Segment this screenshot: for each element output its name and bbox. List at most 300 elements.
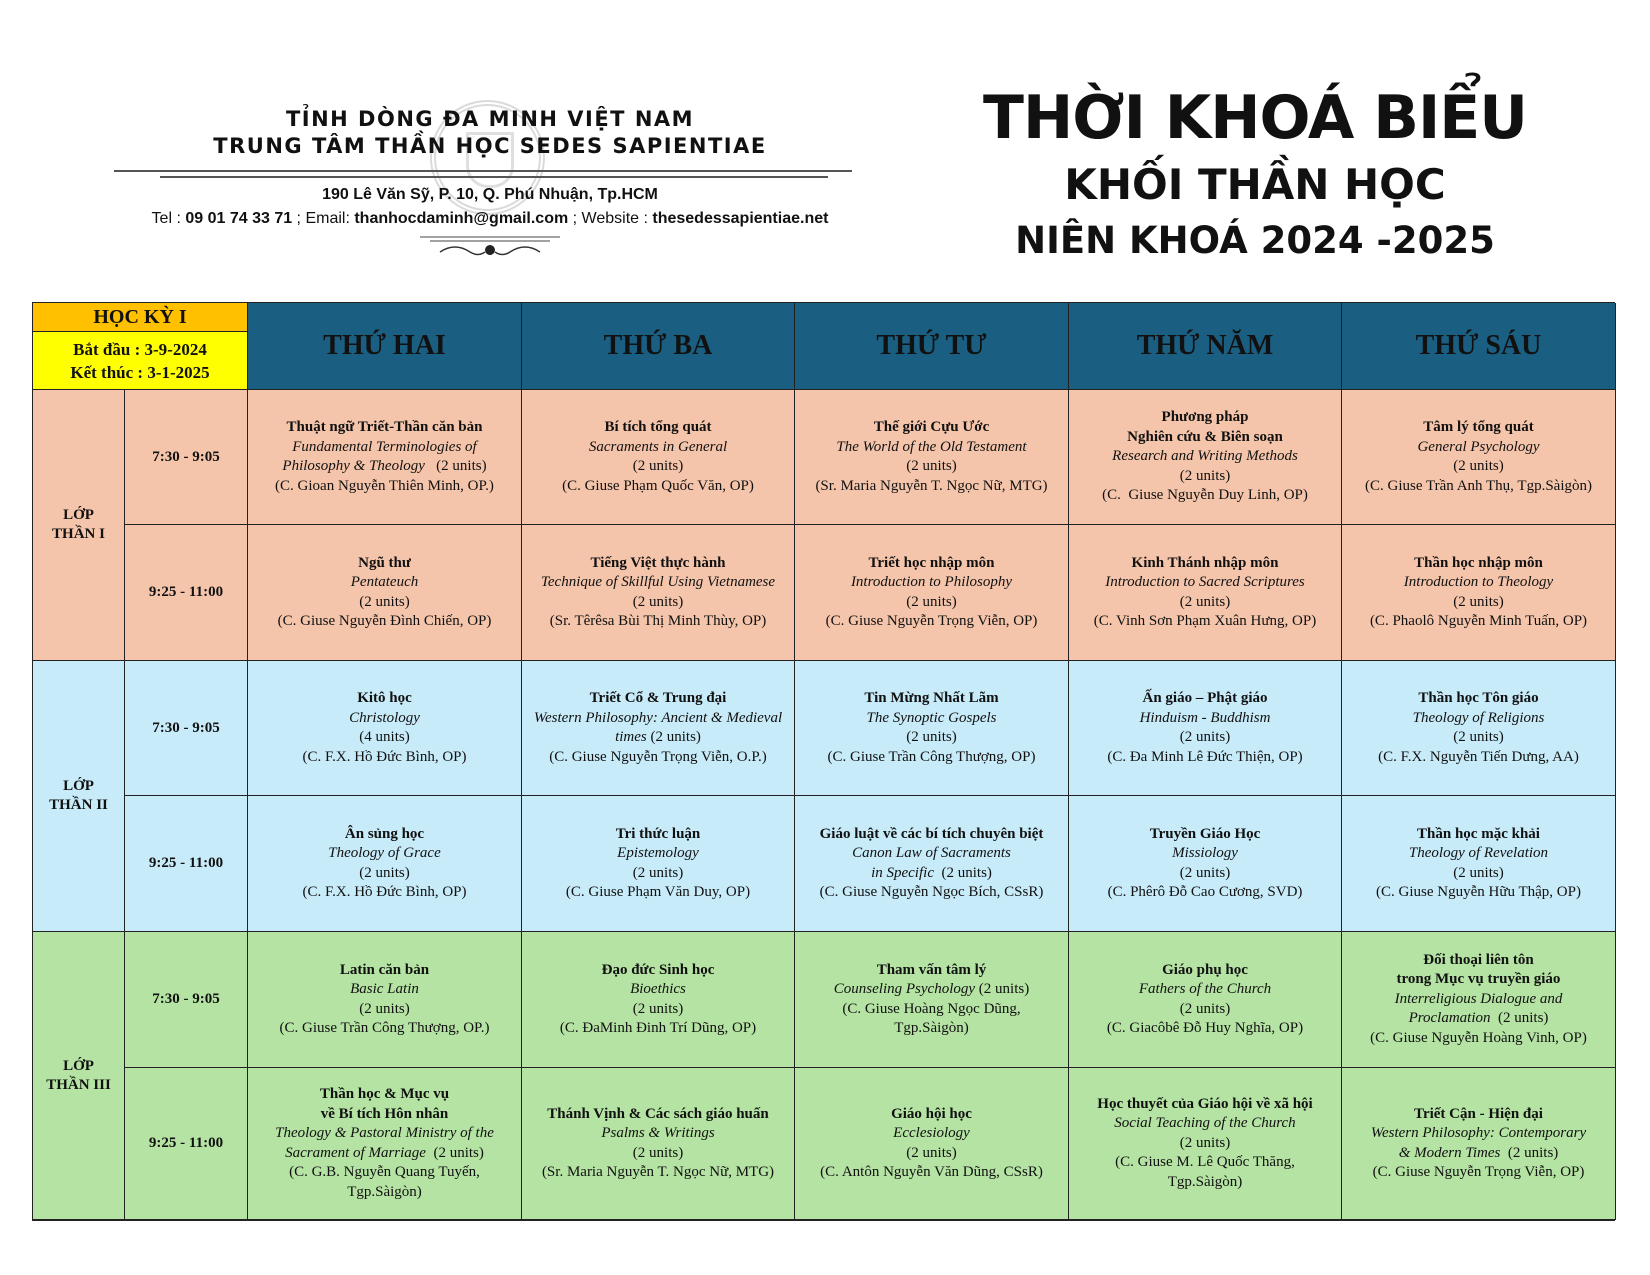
email-label: ; Email: [292,210,355,227]
course-cell [1069,661,1342,796]
course-line [1162,408,1249,428]
course-english-title: Sacrament of Marriage [285,1144,426,1161]
course-cell [1069,932,1342,1068]
course-line [1112,447,1298,467]
course-line [1370,612,1587,632]
course-detail: (C. Giuse Nguyễn Hữu Thập, OP) [1376,884,1581,900]
course-line [351,573,418,593]
course-cell [522,390,795,525]
course-line [345,825,424,845]
day-header: THỨ BA [522,303,795,390]
course-line [1105,573,1305,593]
course-line [820,883,1044,903]
course-line [617,844,699,864]
course-cell [248,796,522,932]
academic-year: NIÊN KHOÁ 2024 -2025 [1015,219,1495,262]
course-detail: (C. Antôn Nguyễn Văn Dũng, CSsR) [820,1164,1043,1180]
course-line [289,1163,480,1183]
course-line [1094,612,1316,632]
course-line [1180,864,1230,884]
course-english-title: in Specific [871,864,934,881]
course-detail: (C. Giuse Nguyễn Ngọc Bích, CSsR) [819,884,1044,900]
course-line [852,844,1011,864]
course-detail: (C. Giuse Nguyễn Duy Linh, OP) [1102,487,1308,504]
course-english-title: Theology of Grace [328,845,441,861]
org-name-line1: TỈNH DÒNG ĐA MINH VIỆT NAM [285,107,695,131]
course-line [280,1019,490,1039]
course-line [1423,951,1533,971]
course-line [359,728,409,748]
course-line [869,554,995,574]
course-detail: (2 units) [632,1144,684,1161]
course-detail: (2 units) [424,458,487,474]
course-line [1453,728,1503,748]
course-title: Triết Cận - Hiện đại [1414,1105,1543,1122]
course-line [842,1000,1020,1020]
course-line [1417,438,1539,458]
course-line [287,418,483,438]
course-english-title: Theology of Revelation [1408,845,1549,861]
course-english-title: Philosophy & Theology [282,458,425,474]
course-cell [1342,390,1616,525]
page-subtitle: KHỐI THẦN HỌC [1064,160,1446,209]
course-line [906,728,956,748]
course-line [1423,418,1533,438]
course-line [874,418,989,438]
course-detail: (2 units) [1179,729,1231,745]
course-line [601,1124,714,1144]
course-detail: (2 units) [1179,1000,1231,1017]
course-title: Ngũ thư [358,554,411,571]
course-cell [248,932,522,1068]
tel-label: Tel : [151,210,186,227]
course-english-title: Counseling Psychology [833,981,976,997]
course-line [321,1105,449,1125]
course-english-title: Psalms & Writings [601,1125,715,1141]
time-slot: 7:30 - 9:05 [125,390,248,525]
course-line [1139,980,1271,1000]
course-line [1180,728,1230,748]
course-english-title: Hinduism - Buddhism [1139,709,1271,726]
course-line [1414,554,1543,574]
course-line [877,961,987,981]
contact-line [100,210,880,228]
course-detail: (2 units) [1453,864,1504,881]
course-line [633,1000,683,1020]
course-title: Tin Mừng Nhất Lãm [864,690,999,706]
course-line [350,980,419,1000]
class-label: LỚP THẦN I [33,390,125,661]
course-detail: (C. Giuse Phạm Quốc Văn, OP) [562,477,754,494]
course-english-title: Introduction to Sacred Scriptures [1105,574,1305,590]
course-title: Thần học nhập môn [1414,554,1543,571]
course-line [1373,1163,1585,1183]
course-english-title: Introduction to Philosophy [850,574,1013,590]
course-line [1413,709,1545,729]
course-detail: (C. F.X. Hồ Đức Bình, OP) [302,884,467,900]
course-detail: (C. Vinh Sơn Phạm Xuân Hưng, OP) [1093,613,1317,629]
course-line [1365,477,1592,497]
course-line [820,1163,1043,1183]
course-detail: Tgp.Sàigòn) [1167,1173,1243,1190]
course-title: Latin căn bản [339,961,430,978]
course-detail: (2 units) [359,864,410,881]
course-line [828,748,1036,768]
title-block [930,80,1580,268]
course-detail: (2 units) [632,458,684,474]
course-cell [248,390,522,525]
course-line [1140,709,1271,729]
course-title: Giáo luật về các bí tích chuyên biệt [819,825,1044,842]
course-english-title: Sacraments in General [588,438,728,455]
course-detail: (2 units) [646,729,701,745]
course-line [541,573,775,593]
course-line [906,593,956,613]
course-line [302,748,466,768]
course-line [347,1183,422,1203]
time-slot: 7:30 - 9:05 [125,932,248,1068]
course-detail: (4 units) [359,729,410,745]
course-english-title: Christology [349,709,420,726]
course-cell [522,796,795,932]
course-detail: (C. Giuse Hoàng Ngọc Dũng, [842,1000,1021,1017]
course-cell [1342,1068,1616,1220]
course-line [359,864,409,884]
course-english-title: Ecclesiology [893,1125,970,1141]
letterhead [100,100,880,270]
course-english-title: Theology of Religions [1412,709,1545,726]
course-title: Giáo hội học [891,1105,972,1122]
course-line [566,883,750,903]
course-line [292,438,476,458]
course-line [906,457,956,477]
course-detail: (C. F.X. Hồ Đức Bình, OP) [302,748,467,765]
course-detail: (2 units) [1453,593,1504,610]
course-english-title: times [615,729,647,745]
course-line [1114,1114,1295,1134]
course-detail: (2 units) [1500,1144,1559,1161]
course-line [630,980,686,1000]
course-line [1378,748,1579,768]
course-line [602,961,715,981]
course-detail: (C. Giuse Phạm Văn Duy, OP) [565,884,751,900]
course-detail: (2 units) [425,1144,484,1161]
course-detail: (C. Giuse Nguyễn Trọng Viễn, OP) [1372,1164,1585,1180]
course-line [534,709,782,729]
course-line [1395,990,1563,1010]
course-cell [1069,525,1342,661]
course-line [1180,467,1230,487]
course-english-title: Social Teaching of the Church [1114,1115,1296,1132]
course-detail: (2 units) [632,864,684,881]
class-label: LỚP THẦN II [33,661,125,932]
course-line [1107,1019,1303,1039]
end-date: Kết thúc : 3-1-2025 [70,362,210,382]
day-header: THỨ SÁU [1342,303,1616,390]
website[interactable]: thesedessapientiae.net [652,210,829,227]
course-title: Tâm lý tổng quát [1423,419,1534,435]
course-line [560,1019,756,1039]
course-line [542,1163,774,1183]
course-detail: (C. F.X. Nguyễn Tiến Dưng, AA) [1378,748,1579,765]
course-line [1102,486,1308,506]
course-cell [248,661,522,796]
class-label: LỚP THẦN III [33,932,125,1220]
course-line [826,612,1038,632]
course-title: Tri thức luận [615,825,701,842]
course-detail: (C. Giacôbê Đỗ Huy Nghĩa, OP) [1106,1020,1304,1036]
course-title: Học thuyết của Giáo hội về xã hội [1097,1095,1313,1112]
course-cell [522,1068,795,1220]
course-line [1108,883,1303,903]
course-title: Kinh Thánh nhập môn [1131,554,1279,571]
course-english-title: Theology & Pastoral Ministry of the [275,1125,494,1141]
tel: 09 01 74 33 71 [185,210,293,227]
course-english-title: The World of the Old Testament [836,438,1027,455]
course-title: Đối thoại liên tôn [1423,951,1534,968]
course-detail: (2 units) [906,593,957,610]
course-line [893,1124,970,1144]
course-line [549,748,767,768]
course-line [1453,864,1503,884]
course-detail: (C. Giuse Nguyễn Trọng Viễn, OP) [825,613,1038,629]
course-line [871,864,992,884]
course-detail: (2 units) [359,1000,410,1017]
course-english-title: Interreligious Dialogue and [1394,990,1563,1007]
course-cell [248,525,522,661]
course-detail: (2 units) [933,864,992,881]
course-line [1150,825,1261,845]
course-title: Thần học mặc khải [1417,825,1540,842]
course-line [1168,1173,1243,1193]
course-detail: Tgp.Sàigòn) [894,1020,969,1036]
course-detail: (C. Phaolô Nguyễn Minh Tuấn, OP) [1369,613,1588,629]
time-slot: 9:25 - 11:00 [125,796,248,932]
course-line [1370,1029,1587,1049]
course-detail: (C. Giuse Trần Công Thượng, OP) [827,748,1036,765]
course-line [1180,593,1230,613]
course-detail: Tgp.Sàigòn) [347,1183,422,1200]
course-line [615,728,701,748]
time-slot: 7:30 - 9:05 [125,661,248,796]
course-line [1417,825,1540,845]
course-title: Tiếng Việt thực hành [590,554,726,571]
course-english-title: Bioethics [630,981,686,997]
divider [114,170,852,172]
course-line [1097,1095,1312,1115]
course-line [1409,844,1548,864]
course-cell [1069,390,1342,525]
course-line [340,961,429,981]
course-title: Thánh Vịnh & Các sách giáo huấn [547,1105,769,1122]
course-cell [1342,796,1616,932]
course-title: Nghiên cứu & Biên soạn [1127,428,1283,445]
course-line [1404,573,1553,593]
course-line [349,709,420,729]
divider [160,176,828,178]
course-cell [795,661,1069,796]
start-date: Bắt đầu : 3-9-2024 [73,339,207,359]
course-line [616,825,701,845]
semester-dates [33,332,248,390]
course-detail: (2 units) [1179,1134,1231,1151]
course-detail: (C. G.B. Nguyễn Quang Tuyến, [289,1164,480,1180]
course-line [328,844,440,864]
course-cell [795,1068,1069,1220]
course-title: Giáo phụ học [1162,961,1248,978]
course-english-title: The Synoptic Gospels [866,709,997,726]
course-detail: (2 units) [1453,729,1504,745]
course-line [275,477,494,497]
course-title: Bí tích tổng quát [604,419,712,435]
course-detail: (2 units) [906,729,957,745]
course-detail: (2 units) [906,1144,957,1161]
course-english-title: Fathers of the Church [1138,981,1272,997]
course-detail: (2 units) [359,593,410,610]
course-english-title: Missiology [1172,845,1238,861]
course-cell [522,661,795,796]
ornament-icon [420,234,560,260]
time-slot: 9:25 - 11:00 [125,525,248,661]
course-line [633,1144,683,1164]
course-detail: (C. Giuse M. Lê Quốc Thăng, [1115,1154,1295,1171]
course-cell [1342,525,1616,661]
course-cell [1069,796,1342,932]
course-detail: (2 units) [975,981,1030,997]
course-title: về Bí tích Hôn nhân [320,1105,449,1122]
course-detail: (2 units) [1179,864,1231,881]
course-english-title: Introduction to Theology [1403,574,1554,590]
course-detail: (Sr. Têrêsa Bùi Thị Minh Thùy, OP) [549,613,767,629]
course-line [1107,748,1302,768]
course-line [633,457,683,477]
course-line [1453,457,1503,477]
course-english-title: Proclamation [1408,1010,1491,1027]
time-slot: 9:25 - 11:00 [125,1068,248,1220]
course-title: Thần học & Mục vụ [319,1086,450,1102]
course-line [815,477,1047,497]
day-header: THỨ TƯ [795,303,1069,390]
course-line [1172,844,1238,864]
course-line [1376,883,1581,903]
course-line [359,1000,409,1020]
course-cell [248,1068,522,1220]
course-detail: (2 units) [1179,467,1231,484]
course-detail: (C. Giuse Nguyễn Hoàng Vinh, OP) [1370,1029,1587,1046]
website-label: ; Website : [568,210,653,227]
course-cell [1069,1068,1342,1220]
course-title: Ân sủng học [344,825,425,842]
course-line [820,825,1044,845]
course-line [550,612,767,632]
course-detail: (2 units) [632,1000,684,1017]
course-line [1132,554,1279,574]
course-line [562,477,754,497]
course-line [864,689,998,709]
course-detail: (C. Giuse Nguyễn Đình Chiến, OP) [277,613,492,629]
course-line [604,418,711,438]
course-title: Kitô học [357,690,412,706]
course-line [1397,970,1561,990]
course-cell [795,932,1069,1068]
course-line [851,573,1012,593]
course-line [547,1105,768,1125]
course-line [867,709,997,729]
course-line [894,1019,969,1039]
course-english-title: General Psychology [1417,438,1540,455]
course-title: Ấn giáo – Phật giáo [1142,690,1268,706]
course-line [282,457,486,477]
course-line [590,689,727,709]
course-detail: (C. Giuse Trần Công Thượng, OP.) [279,1020,490,1036]
course-detail: (2 units) [632,593,684,610]
course-cell [522,525,795,661]
course-line [1371,1124,1586,1144]
course-line [1418,689,1538,709]
email[interactable]: thanhocdaminh@gmail.com [354,210,569,227]
course-title: trong Mục vụ truyền giáo [1396,971,1561,988]
course-line [302,883,466,903]
course-title: Thuật ngữ Triết-Thần căn bản [286,419,483,435]
day-header: THỨ NĂM [1069,303,1342,390]
course-line [1409,1009,1549,1029]
course-detail: (2 units) [1453,458,1504,474]
course-line [285,1144,484,1164]
course-line [906,1144,956,1164]
course-line [1162,961,1248,981]
course-cell [795,390,1069,525]
course-english-title: Western Philosophy: Contemporary [1370,1125,1587,1141]
course-detail: (C. Gioan Nguyễn Thiên Minh, OP.) [275,477,494,494]
course-title: Truyền Giáo Học [1149,825,1261,842]
course-line [1453,593,1503,613]
course-english-title: Research and Writing Methods [1112,448,1298,465]
course-english-title: Canon Law of Sacraments [852,845,1011,861]
course-line [357,689,412,709]
course-line [1180,1134,1230,1154]
course-detail: (Sr. Maria Nguyễn T. Ngọc Nữ, MTG) [815,477,1048,494]
course-title: Triết học nhập môn [868,554,995,571]
course-cell [1342,661,1616,796]
address: 190 Lê Văn Sỹ, P. 10, Q. Phú Nhuận, Tp.HCM [322,186,658,203]
semester-label: HỌC KỲ I [33,303,248,332]
course-cell [1342,932,1616,1068]
course-cell [795,796,1069,932]
page-title: THỜI KHOÁ BIỂU [983,83,1527,153]
course-english-title: Pentateuch [350,574,419,590]
course-title: Thế giới Cựu Ước [873,419,990,435]
course-cell [795,525,1069,661]
course-detail: (C. Đa Minh Lê Đức Thiện, OP) [1107,748,1303,765]
course-line [1127,428,1283,448]
course-detail: (C. ĐaMinh Đinh Trí Dũng, OP) [559,1020,757,1036]
course-english-title: Western Philosophy: Ancient & Medieval [533,709,783,726]
course-line [591,554,726,574]
course-line [836,438,1026,458]
course-title: Phương pháp [1161,409,1249,426]
course-detail: (C. Giuse Nguyễn Trọng Viễn, O.P.) [549,748,767,765]
course-english-title: Epistemology [617,845,699,861]
course-line [633,864,683,884]
course-line [1399,1144,1559,1164]
timetable [32,302,1615,1221]
course-english-title: Fundamental Terminologies of [292,438,477,455]
course-english-title: Basic Latin [350,981,419,997]
org-name-line2: TRUNG TÂM THẦN HỌC SEDES SAPIENTIAE [213,134,767,158]
course-title: Triết Cổ & Trung đại [589,690,727,706]
course-english-title: & Modern Times [1398,1144,1501,1161]
course-title: Tham vấn tâm lý [876,961,987,978]
